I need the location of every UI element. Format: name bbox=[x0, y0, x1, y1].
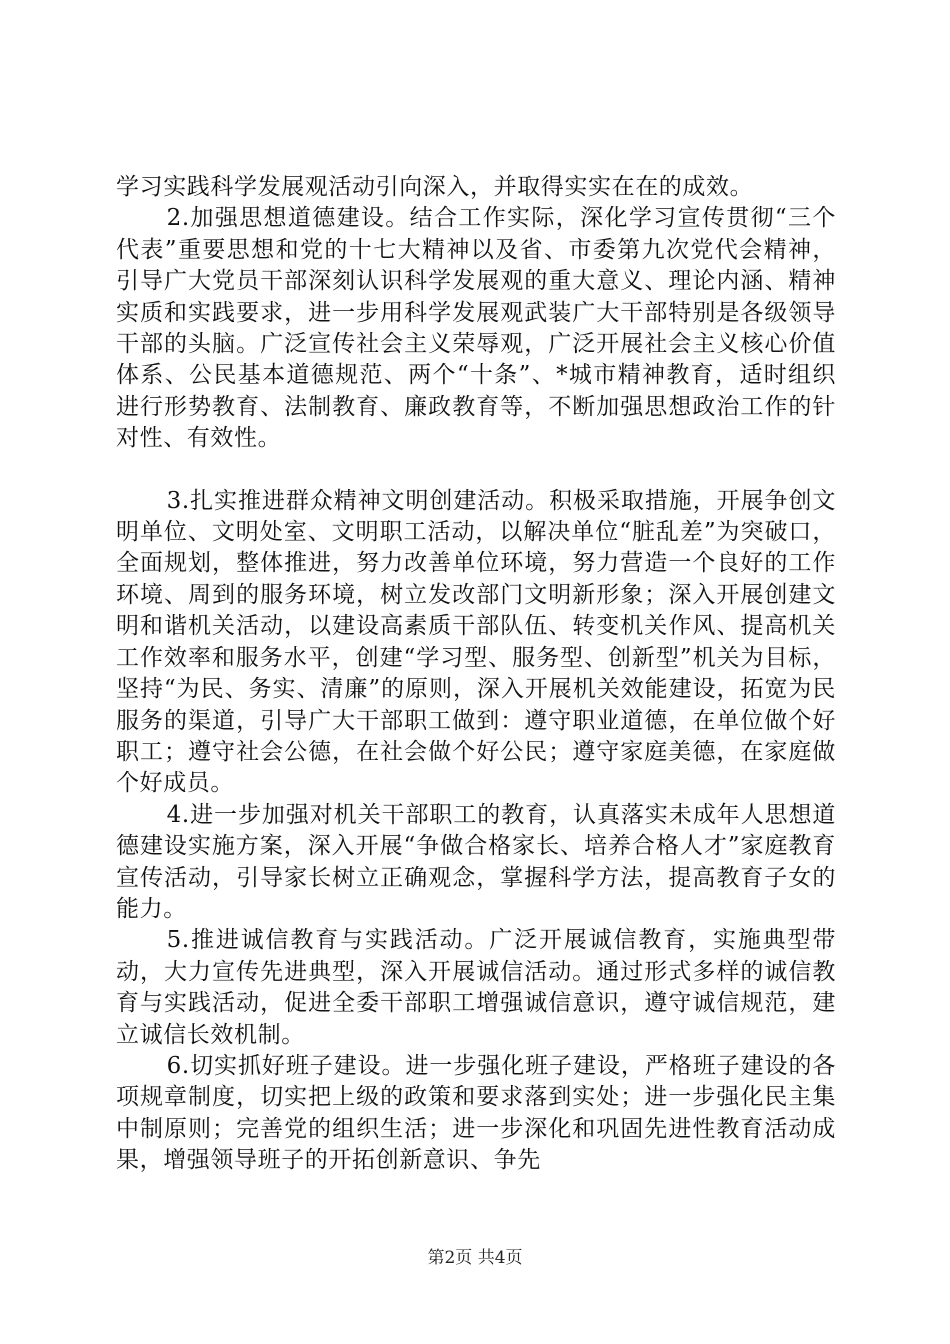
paragraph-item-5: 5.推进诚信教育与实践活动。广泛开展诚信教育，实施典型带动，大力宣传先进典型，深入开展诚信活动。通过形式多样的诚信教育与实践活动，促进全委干部职工增强诚信意识，遵守诚信规范，建立诚信长效机制。 bbox=[116, 927, 836, 1048]
document-body bbox=[116, 172, 836, 1177]
paragraph-item-2: 2.加强思想道德建设。结合工作实际，深化学习宣传贯彻“三个代表”重要思想和党的十七大精神以及省、市委第九次党代会精神，引导广大党员干部深刻认识科学发展观的重大意义、理论内涵、精神实质和实践要求，进一步用科学发展观武装广大干部特别是各级领导干部的头脑。广泛宣传社会主义荣辱观，广泛开展社会主义核心价值体系、公民基本道德规范、两个“十条”、*城市精神教育，适时组织进行形势教育、法制教育、廉政教育等，不断加强思想政治工作的针对性、有效性。 bbox=[116, 205, 836, 452]
page-number-footer: 第2页 共4页 bbox=[427, 1248, 523, 1268]
paragraph-item-6: 6.切实抓好班子建设。进一步强化班子建设，严格班子建设的各项规章制度，切实把上级的政策和要求落到实处；进一步强化民主集中制原则；完善党的组织生活；进一步深化和巩固先进性教育活动成果，增强领导班子的开拓创新意识、争先 bbox=[116, 1052, 836, 1174]
paragraph-item-4: 4.进一步加强对机关干部职工的教育，认真落实未成年人思想道德建设实施方案，深入开展“争做合格家长、培养合格人才”家庭教育宣传活动，引导家长树立正确观念，掌握科学方法，提高教育子女的能力。 bbox=[116, 801, 836, 922]
paragraph-item-3: 3.扎实推进群众精神文明创建活动。积极采取措施，开展争创文明单位、文明处室、文明职工活动，以解决单位“脏乱差”为突破口，全面规划，整体推进，努力改善单位环境，努力营造一个良好的工作环境、周到的服务环境，树立发改部门文明新形象；深入开展创建文明和谐机关活动，以建设高素质干部队伍、转变机关作风、提高机关工作效率和服务水平，创建“学习型、服务型、创新型”机关为目标，坚持“为民、务实、清廉”的原则，深入开展机关效能建设，拓宽为民服务的渠道，引导广大干部职工做到：遵守职业道德，在单位做个好职工；遵守社会公德，在社会做个好公民；遵守家庭美德，在家庭做个好成员。 bbox=[116, 487, 836, 797]
paragraph-continuation: 学习实践科学发展观活动引向深入，并取得实实在在的成效。 bbox=[116, 174, 754, 200]
